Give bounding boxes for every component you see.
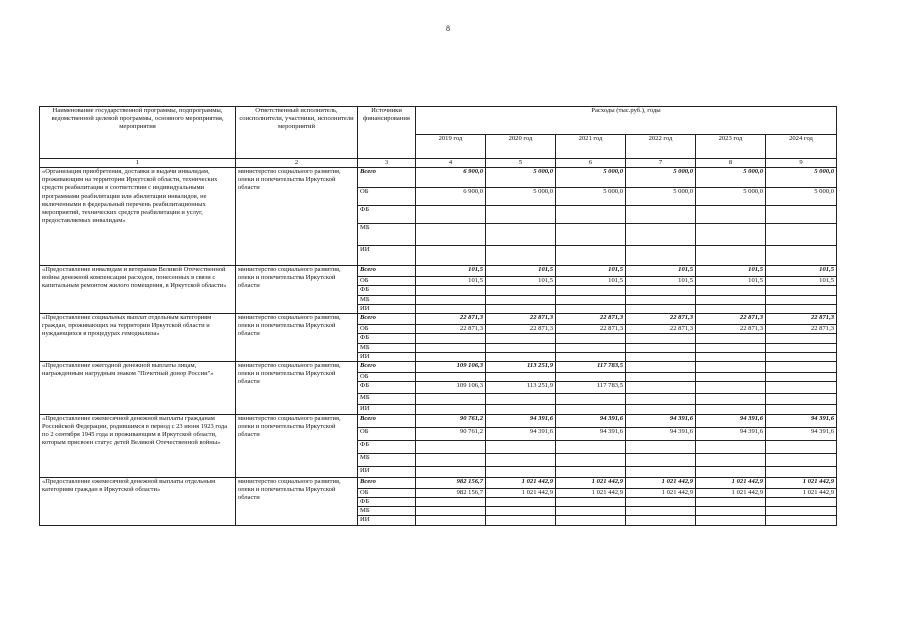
column-number: 1 <box>40 159 236 168</box>
amount-cell <box>486 507 556 516</box>
amount-cell: 22 871,3 <box>696 314 766 325</box>
amount-cell <box>766 334 837 343</box>
amount-cell <box>416 286 486 295</box>
source-mb: МБ <box>358 394 416 405</box>
source-ob: ОБ <box>358 427 416 440</box>
measure-name: «Предоставление инвалидам и ветеранам Великой Отечественной войны денежной компенсации расходов, понесенных в связи с капитальным ремонтом жилого помещения, в Иркутской области» <box>40 266 236 314</box>
amount-cell <box>416 405 486 414</box>
source-total: Всего <box>358 266 416 277</box>
amount-cell <box>416 466 486 477</box>
measure-executor: министерство социального развития, опеки и попечительства Иркутской области <box>236 362 358 414</box>
amount-cell <box>556 343 626 352</box>
amount-cell <box>766 206 837 224</box>
amount-cell: 22 871,3 <box>556 325 626 334</box>
amount-cell <box>556 246 626 266</box>
amount-cell <box>766 352 837 361</box>
amount-cell: 94 391,6 <box>766 414 837 427</box>
amount-cell <box>556 286 626 295</box>
measure-name: «Предоставление ежегодной денежной выплаты лицам, награжденным нагрудным знаком "Почетный донор России"» <box>40 362 236 414</box>
amount-cell <box>766 224 837 246</box>
amount-cell: 5 000,0 <box>696 188 766 206</box>
amount-cell: 94 391,6 <box>696 427 766 440</box>
amount-cell <box>696 405 766 414</box>
amount-cell <box>696 382 766 394</box>
amount-cell <box>696 362 766 373</box>
amount-cell: 90 761,2 <box>416 414 486 427</box>
table-row <box>40 362 837 373</box>
amount-cell <box>766 516 837 526</box>
amount-cell <box>696 453 766 466</box>
page-number: 8 <box>446 24 450 33</box>
amount-cell <box>626 343 696 352</box>
amount-cell <box>416 352 486 361</box>
amount-cell <box>556 440 626 453</box>
amount-cell <box>486 405 556 414</box>
header-year: 2020 год <box>486 135 556 159</box>
amount-cell <box>556 224 626 246</box>
amount-cell: 113 251,9 <box>486 362 556 373</box>
amount-cell <box>416 497 486 506</box>
amount-cell: 5 000,0 <box>696 168 766 188</box>
amount-cell: 109 106,3 <box>416 362 486 373</box>
amount-cell: 1 021 442,9 <box>696 477 766 488</box>
amount-cell <box>626 206 696 224</box>
amount-cell <box>486 246 556 266</box>
amount-cell: 101,5 <box>416 266 486 277</box>
source-ob: ОБ <box>358 488 416 497</box>
amount-cell: 101,5 <box>416 277 486 286</box>
amount-cell <box>696 246 766 266</box>
amount-cell <box>556 497 626 506</box>
amount-cell <box>626 497 696 506</box>
amount-cell <box>416 516 486 526</box>
amount-cell: 5 000,0 <box>766 188 837 206</box>
amount-cell <box>626 246 696 266</box>
amount-cell <box>696 286 766 295</box>
amount-cell <box>486 440 556 453</box>
amount-cell: 22 871,3 <box>626 325 696 334</box>
measure-name: «Предоставление социальных выплат отдельным категориям граждан, проживающих на территории Иркутской области и нуждающихся в процедурах гемодиализа» <box>40 314 236 362</box>
measure-executor: министерство социального развития, опеки и попечительства Иркутской области <box>236 314 358 362</box>
amount-cell: 101,5 <box>766 277 837 286</box>
amount-cell <box>766 394 837 405</box>
amount-cell <box>696 394 766 405</box>
amount-cell <box>766 453 837 466</box>
amount-cell <box>416 224 486 246</box>
amount-cell <box>556 453 626 466</box>
amount-cell <box>486 286 556 295</box>
source-ob: ОБ <box>358 277 416 286</box>
amount-cell: 6 900,0 <box>416 188 486 206</box>
amount-cell: 5 000,0 <box>486 188 556 206</box>
source-fb: ФБ <box>358 286 416 295</box>
amount-cell <box>626 516 696 526</box>
amount-cell <box>696 497 766 506</box>
column-number-row <box>40 159 837 168</box>
amount-cell <box>766 382 837 394</box>
amount-cell <box>766 304 837 313</box>
amount-cell <box>486 206 556 224</box>
column-number: 4 <box>416 159 486 168</box>
amount-cell <box>416 304 486 313</box>
amount-cell <box>766 497 837 506</box>
column-number: 7 <box>626 159 696 168</box>
amount-cell <box>416 295 486 304</box>
amount-cell: 22 871,3 <box>696 325 766 334</box>
amount-cell <box>626 382 696 394</box>
table-row <box>40 314 837 325</box>
measure-executor: министерство социального развития, опеки и попечительства Иркутской области <box>236 168 358 266</box>
measure-name: «Предоставление ежемесячной денежной выплаты отдельным категориям граждан в Иркутской области» <box>40 477 236 526</box>
amount-cell: 101,5 <box>486 266 556 277</box>
amount-cell <box>626 304 696 313</box>
amount-cell <box>696 206 766 224</box>
amount-cell <box>486 466 556 477</box>
amount-cell: 1 021 442,9 <box>486 477 556 488</box>
amount-cell: 109 106,3 <box>416 382 486 394</box>
amount-cell <box>556 405 626 414</box>
amount-cell: 101,5 <box>626 266 696 277</box>
amount-cell: 22 871,3 <box>766 314 837 325</box>
amount-cell <box>486 453 556 466</box>
amount-cell <box>416 343 486 352</box>
source-ii: ИИ <box>358 304 416 313</box>
column-number: 9 <box>766 159 837 168</box>
source-ob: ОБ <box>358 325 416 334</box>
amount-cell <box>766 405 837 414</box>
amount-cell <box>416 507 486 516</box>
amount-cell: 1 021 442,9 <box>696 488 766 497</box>
amount-cell: 1 021 442,9 <box>626 477 696 488</box>
amount-cell <box>696 440 766 453</box>
amount-cell <box>416 334 486 343</box>
amount-cell: 90 761,2 <box>416 427 486 440</box>
source-fb: ФБ <box>358 206 416 224</box>
amount-cell: 101,5 <box>556 277 626 286</box>
header-year: 2019 год <box>416 135 486 159</box>
table-row <box>40 414 837 427</box>
amount-cell <box>486 334 556 343</box>
amount-cell <box>696 373 766 382</box>
amount-cell <box>766 440 837 453</box>
amount-cell: 101,5 <box>696 277 766 286</box>
amount-cell: 113 251,9 <box>486 382 556 394</box>
amount-cell <box>696 466 766 477</box>
column-number: 6 <box>556 159 626 168</box>
source-ob: ОБ <box>358 188 416 206</box>
source-fb: ФБ <box>358 334 416 343</box>
amount-cell: 101,5 <box>696 266 766 277</box>
amount-cell: 94 391,6 <box>486 427 556 440</box>
amount-cell <box>766 295 837 304</box>
amount-cell: 101,5 <box>486 277 556 286</box>
amount-cell <box>766 246 837 266</box>
header-expenses: Расходы (тыс.руб.), годы <box>416 107 837 135</box>
amount-cell <box>556 304 626 313</box>
amount-cell <box>486 516 556 526</box>
amount-cell: 22 871,3 <box>556 314 626 325</box>
measure-name: «Организация приобретения, доставки и выдачи инвалидам, проживающим на территории Иркутской области, технических средств реабилитации в соответствии с индивидуальными программами реабилитации или абилитации инвалидов, не включенными в федеральный перечень реабилитационных мероприятий, технических средств реабилитации и услуг, предоставляемых инвалидам» <box>40 168 236 266</box>
amount-cell: 94 391,6 <box>696 414 766 427</box>
amount-cell <box>416 453 486 466</box>
source-mb: МБ <box>358 453 416 466</box>
amount-cell <box>626 362 696 373</box>
column-number: 2 <box>236 159 358 168</box>
amount-cell <box>486 304 556 313</box>
header-year: 2023 год <box>696 135 766 159</box>
amount-cell <box>626 352 696 361</box>
amount-cell <box>626 466 696 477</box>
amount-cell <box>416 246 486 266</box>
source-ii: ИИ <box>358 516 416 526</box>
budget-table <box>39 106 837 526</box>
amount-cell <box>556 466 626 477</box>
amount-cell: 5 000,0 <box>556 188 626 206</box>
amount-cell <box>696 334 766 343</box>
source-mb: МБ <box>358 507 416 516</box>
table-body <box>40 168 837 526</box>
source-total: Всего <box>358 314 416 325</box>
amount-cell <box>556 516 626 526</box>
source-total: Всего <box>358 477 416 488</box>
source-mb: МБ <box>358 295 416 304</box>
amount-cell: 22 871,3 <box>416 325 486 334</box>
header-name: Наименование государственной программы, подпрограммы, ведомственной целевой программы, основного мероприятия, мероприятия <box>40 107 236 159</box>
amount-cell <box>766 362 837 373</box>
amount-cell <box>626 507 696 516</box>
amount-cell <box>556 206 626 224</box>
amount-cell <box>486 497 556 506</box>
source-total: Всего <box>358 362 416 373</box>
amount-cell: 22 871,3 <box>416 314 486 325</box>
header-source: Источники финансирования <box>358 107 416 159</box>
column-number: 3 <box>358 159 416 168</box>
source-total: Всего <box>358 414 416 427</box>
amount-cell: 94 391,6 <box>626 414 696 427</box>
column-number: 5 <box>486 159 556 168</box>
amount-cell <box>556 373 626 382</box>
source-mb: МБ <box>358 343 416 352</box>
amount-cell <box>766 507 837 516</box>
source-fb: ФБ <box>358 440 416 453</box>
amount-cell: 117 783,5 <box>556 382 626 394</box>
amount-cell: 22 871,3 <box>486 325 556 334</box>
amount-cell: 22 871,3 <box>626 314 696 325</box>
amount-cell <box>556 295 626 304</box>
amount-cell: 5 000,0 <box>486 168 556 188</box>
source-ob: ОБ <box>358 373 416 382</box>
amount-cell: 982 156,7 <box>416 477 486 488</box>
amount-cell <box>416 373 486 382</box>
header-year: 2022 год <box>626 135 696 159</box>
source-fb: ФБ <box>358 382 416 394</box>
amount-cell <box>486 295 556 304</box>
header-executor: Ответственный исполнитель, соисполнители, участники, исполнители мероприятий <box>236 107 358 159</box>
amount-cell <box>416 394 486 405</box>
source-total: Всего <box>358 168 416 188</box>
column-number: 8 <box>696 159 766 168</box>
header-year: 2021 год <box>556 135 626 159</box>
amount-cell <box>766 343 837 352</box>
amount-cell <box>626 295 696 304</box>
amount-cell: 5 000,0 <box>626 168 696 188</box>
amount-cell <box>626 394 696 405</box>
amount-cell <box>696 304 766 313</box>
source-ii: ИИ <box>358 466 416 477</box>
source-mb: МБ <box>358 224 416 246</box>
measure-name: «Предоставление ежемесячной денежной выплаты гражданам Российской Федерации, родившимся в период с 23 июня 1923 года по 2 сентября 1945 года и проживающим в Иркутской области, которым присвоен статус детей Великой Отечественной войны» <box>40 414 236 477</box>
amount-cell: 94 391,6 <box>486 414 556 427</box>
table-row <box>40 477 837 488</box>
amount-cell <box>486 343 556 352</box>
amount-cell <box>626 334 696 343</box>
amount-cell <box>626 453 696 466</box>
table-row <box>40 266 837 277</box>
amount-cell <box>556 394 626 405</box>
amount-cell <box>696 352 766 361</box>
amount-cell: 1 021 442,9 <box>626 488 696 497</box>
amount-cell <box>416 206 486 224</box>
amount-cell: 6 900,0 <box>416 168 486 188</box>
header-year: 2024 год <box>766 135 837 159</box>
amount-cell <box>696 224 766 246</box>
amount-cell <box>486 373 556 382</box>
amount-cell: 117 783,5 <box>556 362 626 373</box>
amount-cell: 22 871,3 <box>766 325 837 334</box>
amount-cell: 5 000,0 <box>626 188 696 206</box>
amount-cell <box>486 224 556 246</box>
measure-executor: министерство социального развития, опеки и попечительства Иркутской области <box>236 477 358 526</box>
amount-cell: 94 391,6 <box>556 414 626 427</box>
amount-cell <box>556 334 626 343</box>
amount-cell: 22 871,3 <box>486 314 556 325</box>
amount-cell <box>556 507 626 516</box>
amount-cell: 94 391,6 <box>556 427 626 440</box>
amount-cell <box>766 286 837 295</box>
source-fb: ФБ <box>358 497 416 506</box>
measure-executor: министерство социального развития, опеки и попечительства Иркутской области <box>236 266 358 314</box>
amount-cell: 1 021 442,9 <box>766 488 837 497</box>
amount-cell: 1 021 442,9 <box>766 477 837 488</box>
amount-cell: 94 391,6 <box>626 427 696 440</box>
source-ii: ИИ <box>358 352 416 361</box>
measure-executor: министерство социального развития, опеки и попечительства Иркутской области <box>236 414 358 477</box>
amount-cell <box>696 507 766 516</box>
amount-cell <box>486 352 556 361</box>
amount-cell: 101,5 <box>556 266 626 277</box>
amount-cell: 1 021 442,9 <box>486 488 556 497</box>
amount-cell: 982 156,7 <box>416 488 486 497</box>
amount-cell: 101,5 <box>766 266 837 277</box>
amount-cell: 5 000,0 <box>766 168 837 188</box>
amount-cell: 5 000,0 <box>556 168 626 188</box>
amount-cell <box>626 405 696 414</box>
amount-cell <box>626 440 696 453</box>
amount-cell <box>696 295 766 304</box>
amount-cell <box>696 343 766 352</box>
amount-cell: 94 391,6 <box>766 427 837 440</box>
source-ii: ИИ <box>358 405 416 414</box>
amount-cell <box>416 440 486 453</box>
table-header <box>40 107 837 168</box>
amount-cell <box>626 224 696 246</box>
amount-cell <box>766 373 837 382</box>
amount-cell: 1 021 442,9 <box>556 488 626 497</box>
amount-cell <box>626 286 696 295</box>
amount-cell: 101,5 <box>626 277 696 286</box>
amount-cell <box>486 394 556 405</box>
amount-cell: 1 021 442,9 <box>556 477 626 488</box>
amount-cell <box>696 516 766 526</box>
table-row <box>40 168 837 188</box>
source-ii: ИИ <box>358 246 416 266</box>
amount-cell <box>556 352 626 361</box>
amount-cell <box>766 466 837 477</box>
amount-cell <box>626 373 696 382</box>
